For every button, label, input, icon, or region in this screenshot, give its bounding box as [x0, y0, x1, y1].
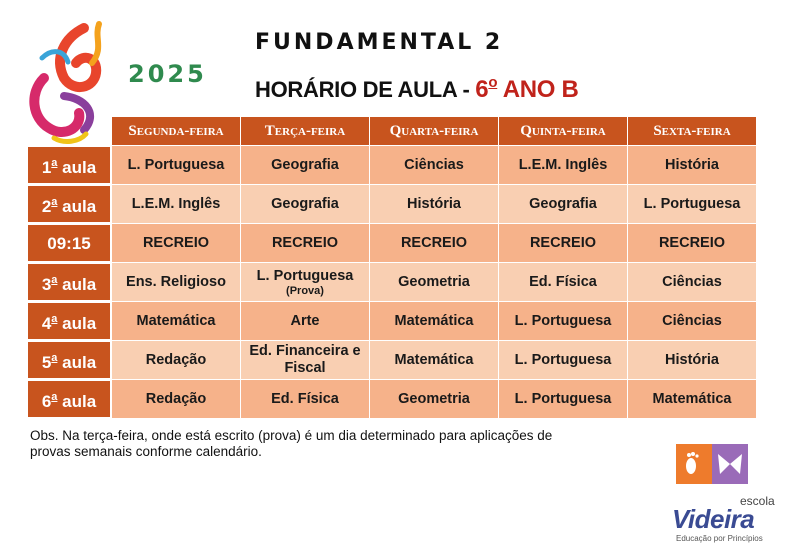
- subject-name: Redação: [145, 351, 207, 368]
- header-row: [27, 117, 756, 145]
- subject-cell: [112, 224, 240, 262]
- subject-cell: [241, 224, 369, 262]
- subject-name: Geografia: [271, 195, 339, 212]
- subject-name: Matemática: [136, 312, 216, 329]
- subject-cell: [499, 146, 627, 184]
- subject-cell: [370, 224, 498, 262]
- period-number: 4: [41, 313, 52, 333]
- subject-cell: [499, 224, 627, 262]
- subject-cell: [112, 380, 240, 418]
- period-word: aula: [57, 157, 97, 177]
- brand-escola: escola: [740, 494, 775, 508]
- subject-name: Ciências: [662, 273, 722, 290]
- period-number: 09:15: [47, 233, 91, 253]
- period-label: [27, 185, 111, 223]
- subject-cell: [499, 380, 627, 418]
- period-number: 2: [41, 196, 52, 216]
- year-label: 2025: [128, 60, 207, 88]
- subject-name: Redação: [145, 390, 207, 407]
- subject-cell: [499, 263, 627, 301]
- period-ordinal: a: [51, 351, 58, 364]
- subject-cell: [241, 380, 369, 418]
- subject-cell: [370, 263, 498, 301]
- day-header: Quinta-feira: [499, 117, 627, 145]
- period-label: [27, 380, 111, 418]
- subject-name: Geometria: [398, 390, 470, 407]
- subject-name: Ens. Religioso: [126, 273, 226, 290]
- schedule-table: [26, 116, 757, 419]
- subject-name: Ed. Financeira e Fiscal: [249, 343, 361, 376]
- day-header: Sexta-feira: [628, 117, 756, 145]
- period-ordinal: a: [51, 312, 58, 325]
- subject-cell: [628, 263, 756, 301]
- day-header: Terça-feira: [241, 117, 369, 145]
- subject-cell: [628, 224, 756, 262]
- subject-name: L.E.M. Inglês: [518, 156, 608, 173]
- corner-cell: [27, 117, 111, 145]
- subtitle-ordinal: o: [488, 74, 498, 91]
- subject-name: L.E.M. Inglês: [131, 195, 221, 212]
- subject-cell: [370, 380, 498, 418]
- butterfly-icon: [712, 444, 748, 484]
- brand-name: Videira: [672, 504, 755, 534]
- subject-cell: [628, 380, 756, 418]
- page-title: FUNDAMENTAL 2: [255, 30, 504, 55]
- period-word: aula: [57, 313, 97, 333]
- subject-cell: [241, 302, 369, 340]
- period-ordinal: a: [51, 390, 58, 403]
- subtitle-grade-number: 6: [475, 76, 489, 103]
- brand-tagline: Educação por Princípios: [676, 534, 763, 543]
- subject-cell: [628, 341, 756, 379]
- period-number: 3: [41, 274, 52, 294]
- subject-name: Matemática: [394, 351, 474, 368]
- subject-cell: [112, 302, 240, 340]
- subtitle-prefix: HORÁRIO DE AULA -: [255, 77, 476, 102]
- subject-cell: [499, 185, 627, 223]
- school-brand: [672, 444, 775, 554]
- period-label: [27, 263, 111, 301]
- subject-name: Matemática: [652, 390, 732, 407]
- subject-cell: [241, 185, 369, 223]
- schedule-row: [27, 302, 756, 340]
- subject-name: L. Portuguesa: [514, 390, 612, 407]
- subject-name: L. Portuguesa: [256, 267, 354, 284]
- subject-name: RECREIO: [658, 234, 726, 251]
- footprint-icon: [676, 444, 712, 484]
- subject-name: RECREIO: [271, 234, 339, 251]
- subject-name: Ciências: [662, 312, 722, 329]
- period-ordinal: a: [51, 273, 58, 286]
- subject-cell: [370, 146, 498, 184]
- period-word: aula: [57, 274, 97, 294]
- subject-name: Geografia: [271, 156, 339, 173]
- subject-cell: [370, 341, 498, 379]
- subject-cell: [112, 146, 240, 184]
- subject-name: História: [407, 195, 461, 212]
- subject-cell: [499, 302, 627, 340]
- schedule-row: [27, 146, 756, 184]
- subject-name: L. Portuguesa: [514, 351, 612, 368]
- schedule-row: [27, 224, 756, 262]
- subject-name: RECREIO: [529, 234, 597, 251]
- period-ordinal: a: [51, 195, 58, 208]
- subject-name: Ed. Física: [271, 390, 339, 407]
- subject-name: Ed. Física: [529, 273, 597, 290]
- subject-cell: [112, 341, 240, 379]
- subject-name: História: [665, 351, 719, 368]
- subject-cell: [370, 185, 498, 223]
- period-label: [27, 224, 111, 262]
- subject-name: RECREIO: [142, 234, 210, 251]
- day-header: Quarta-feira: [370, 117, 498, 145]
- period-word: aula: [57, 196, 97, 216]
- subject-name: Geometria: [398, 273, 470, 290]
- subject-cell: [241, 263, 369, 301]
- period-ordinal: a: [51, 156, 58, 169]
- schedule-row: [27, 185, 756, 223]
- schedule-row: [27, 263, 756, 301]
- subject-name: L. Portuguesa: [514, 312, 612, 329]
- observation-note: Obs. Na terça-feira, onde está escrito (prova) é um dia determinado para aplicações de provas semanais conforme calendário.: [30, 428, 553, 459]
- period-word: aula: [57, 352, 97, 372]
- period-label: [27, 302, 111, 340]
- subject-cell: [628, 185, 756, 223]
- subject-name: Matemática: [394, 312, 474, 329]
- period-number: 1: [41, 157, 52, 177]
- subject-name: RECREIO: [400, 234, 468, 251]
- period-label: [27, 341, 111, 379]
- subject-cell: [241, 341, 369, 379]
- schedule-row: [27, 380, 756, 418]
- subject-name: L. Portuguesa: [643, 195, 741, 212]
- subject-name: L. Portuguesa: [127, 156, 225, 173]
- subject-name: Ciências: [404, 156, 464, 173]
- period-word: aula: [57, 391, 97, 411]
- period-number: 5: [41, 352, 52, 372]
- schedule-row: [27, 341, 756, 379]
- subject-cell: [628, 302, 756, 340]
- period-number: 6: [41, 391, 52, 411]
- subtitle-suffix: ANO B: [497, 76, 579, 103]
- day-header: Segunda-feira: [112, 117, 240, 145]
- subject-cell: [628, 146, 756, 184]
- subject-name: Arte: [290, 312, 320, 329]
- subject-name: História: [665, 156, 719, 173]
- page-subtitle: [255, 74, 579, 104]
- subtitle-class: [475, 76, 578, 103]
- subject-cell: [112, 185, 240, 223]
- period-label: [27, 146, 111, 184]
- subject-cell: [241, 146, 369, 184]
- subject-name: Geografia: [529, 195, 597, 212]
- subject-cell: [112, 263, 240, 301]
- subject-cell: [370, 302, 498, 340]
- subject-cell: [499, 341, 627, 379]
- subject-note: (Prova): [286, 284, 324, 297]
